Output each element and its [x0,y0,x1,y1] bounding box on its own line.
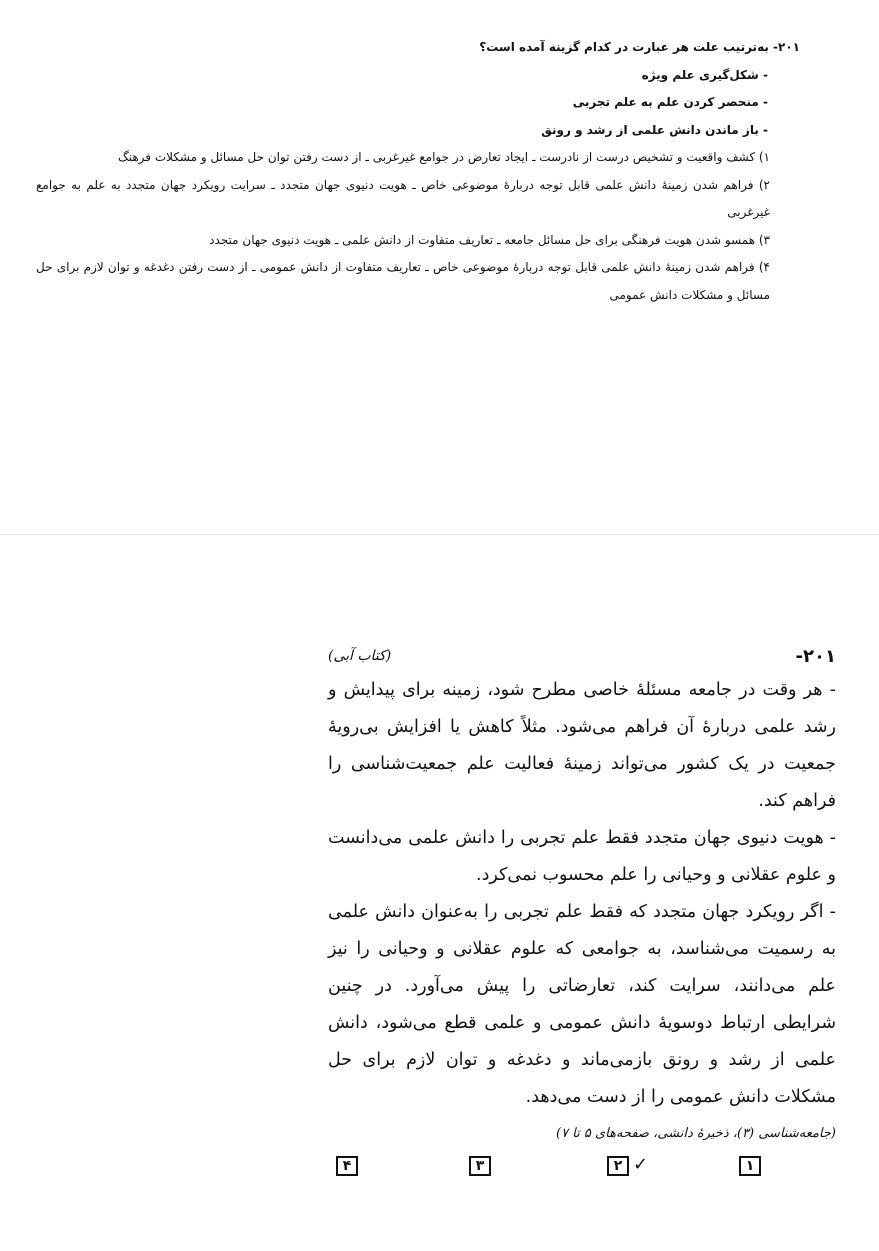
answer-number: ۲۰۱- [795,645,836,667]
answer-block [328,640,836,1182]
option-2: ۲) فراهم شدن زمینهٔ دانش علمی قابل توجه دربارهٔ موضوعی خاص ـ هویت دنیوی جهان متجدد ـ سرایت رویکرد جهان متجدد به علم به جوامع غیرغربی [36,177,770,219]
option-4: ۴) فراهم شدن زمینهٔ دانش علمی قابل توجه دربارهٔ موضوعی خاص ـ تعاریف متفاوت از دانش عمومی ـ از دست رفتن دغدغه و توان لازم برای حل مسائل و مشکلات دانش عمومی [36,260,770,302]
check-icon: ✓ [633,1154,649,1175]
option-1: ۱) کشف واقعیت و تشخیص درست از نادرست ـ ایجاد تعارض در جوامع غیرغربی ـ از دست رفتن توان حل مسائل و مشکلات فرهنگ [117,150,770,164]
choice-1-box: ۱ [739,1156,761,1176]
statement: - باز ماندن دانش علمی از رشد و رونق [541,122,768,137]
question-block [36,34,800,309]
choice-2-box: ۲ [607,1156,629,1176]
page-divider [0,534,879,535]
explanation-paragraph: - هویت دنیوی جهان متجدد فقط علم تجربی را دانش علمی می‌دانست و علوم عقلانی و وحیانی را علم محسوب نمی‌کرد. [328,828,836,885]
answer-source: (کتاب آبی) [328,648,392,664]
choice-4-box: ۴ [336,1156,358,1176]
statement: - منحصر کردن علم به علم تجربی [572,95,768,109]
question-title: ۲۰۱- به‌ترتیب علت هر عبارت در کدام گزینه آمده است؟ [479,40,800,54]
textbook-reference: (جامعه‌شناسی (۳)، ذخیرهٔ دانشی، صفحه‌های ۵ تا ۷) [555,1126,836,1141]
option-3: ۳) همسو شدن هویت فرهنگی برای حل مسائل جامعه ـ تعاریف متفاوت از دانش علمی ـ هویت دنیوی جهان متجدد [209,232,770,247]
choice-3-box: ۳ [469,1156,491,1176]
explanation-paragraph: - هر وقت در جامعه مسئلهٔ خاصی مطرح شود، زمینه برای پیدایش و رشد علمی دربارهٔ آن فراهم می‌شود. مثلاً کاهش یا افزایش بی‌رویهٔ جمعیت در یک کشور می‌تواند زمینهٔ فعالیت علم جمعیت‌شناسی را فراهم کند. [328,680,836,811]
answer-choices [0,1156,836,1182]
explanation-paragraph: - اگر رویکرد جهان متجدد که فقط علم تجربی را به‌عنوان دانش علمی به رسمیت می‌شناسد، به جوامعی که علوم عقلانی و وحیانی را نیز علم می‌دانند، سرایت کند، تعارضاتی را پیش می‌آورد. در چنین شرایطی ارتباط دوسویهٔ دانش عمومی و علمی قطع می‌شود، دانش علمی از رشد و رونق بازمی‌ماند و دغدغه و توان لازم برای حل مشکلات دانش عمومی را از دست می‌دهد. [328,902,836,1107]
statement: - شکل‌گیری علم ویژه [641,67,768,82]
